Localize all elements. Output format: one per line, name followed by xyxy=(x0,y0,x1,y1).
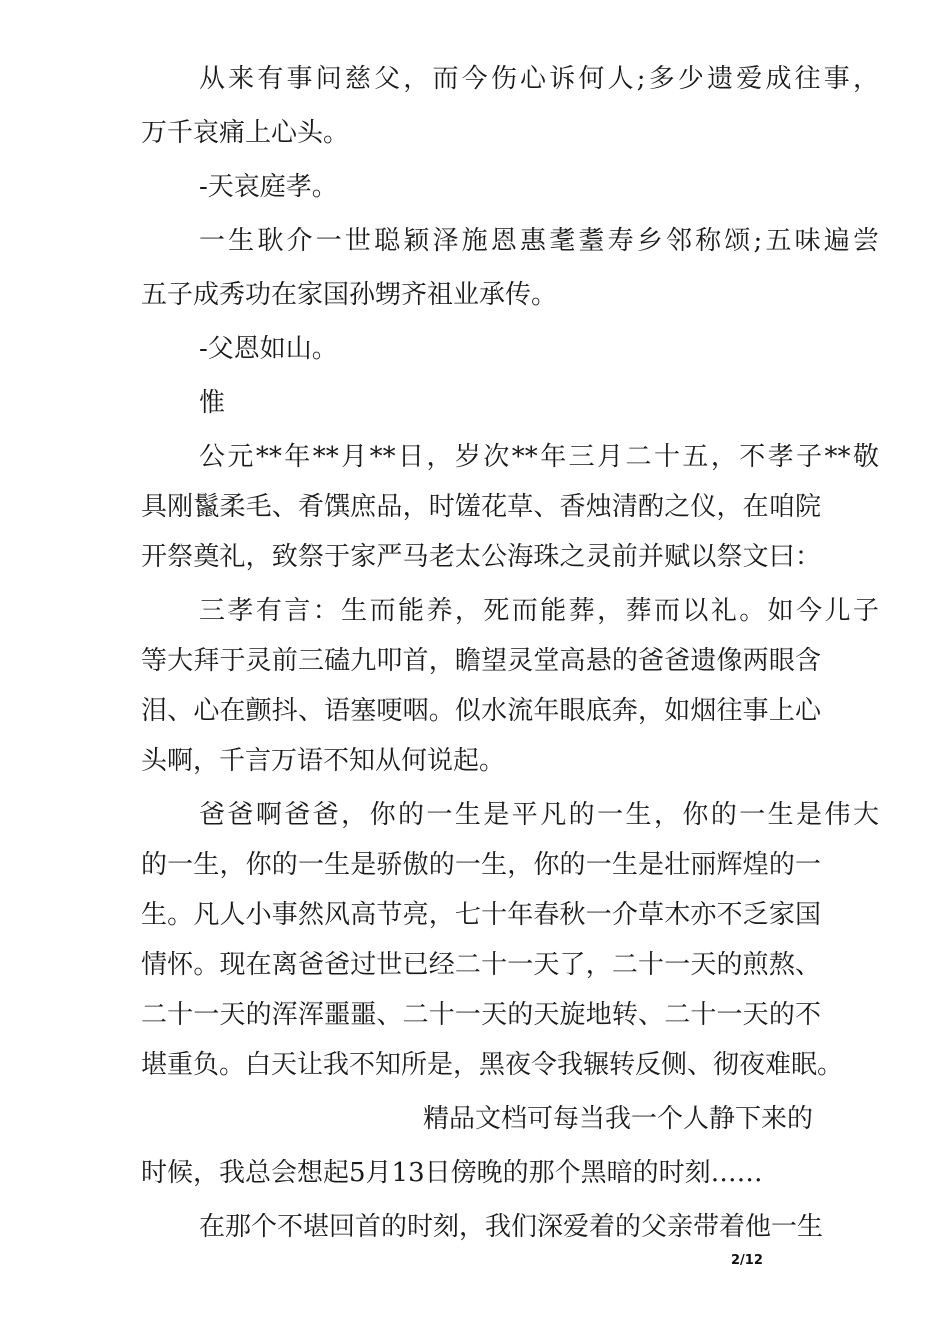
text-line-10: 开祭奠礼，致祭于家严马老太公海珠之灵前并赋以祭文曰： xyxy=(141,542,821,572)
text-line-9: 具刚鬣柔毛、肴馔庶品，时馐花草、香烛清酌之仪，在咱院 xyxy=(141,492,821,522)
text-line-5: 五子成秀功在家国孙甥齐祖业承传。 xyxy=(141,280,558,310)
text-line-11: 三孝有言：生而能养，死而能葬，葬而以礼。如今儿子 xyxy=(199,596,879,626)
document-body xyxy=(141,0,879,1252)
text-line-15: 爸爸啊爸爸，你的一生是平凡的一生，你的一生是伟大 xyxy=(199,800,879,830)
text-line-3: -天哀庭孝。 xyxy=(199,172,338,202)
text-line-2: 万千哀痛上心头。 xyxy=(141,118,350,148)
text-line-16: 的一生，你的一生是骄傲的一生，你的一生是壮丽辉煌的一 xyxy=(141,850,821,880)
text-line-17: 生。凡人小事然风高节亮，七十年春秋一介草木亦不乏家国 xyxy=(141,900,821,930)
text-line-13: 泪、心在颤抖、语塞哽咽。似水流年眼底奔，如烟往事上心 xyxy=(141,696,821,726)
text-line-23: 在那个不堪回首的时刻，我们深爱着的父亲带着他一生 xyxy=(199,1212,824,1242)
text-line-18: 情怀。现在离爸爸过世已经二十一天了，二十一天的煎熬、 xyxy=(141,950,821,980)
text-line-19: 二十一天的浑浑噩噩、二十一天的天旋地转、二十一天的不 xyxy=(141,1000,821,1030)
text-line-14: 头啊，千言万语不知从何说起。 xyxy=(141,746,506,776)
text-line-20: 堪重负。白天让我不知所是，黑夜令我辗转反侧、彻夜难眠。 xyxy=(141,1050,844,1080)
text-line-4: 一生耿介一世聪颖泽施恩惠耄耋寿乡邻称颂;五味遍尝 xyxy=(199,226,879,256)
text-line-8: 公元**年**月**日，岁次**年三月二十五，不孝子**敬 xyxy=(199,442,879,472)
text-line-1: 从来有事问慈父，而今伤心诉何人;多少遗爱成往事， xyxy=(199,64,879,94)
text-line-12: 等大拜于灵前三磕九叩首，瞻望灵堂高悬的爸爸遗像两眼含 xyxy=(141,646,821,676)
text-line-22: 时候，我总会想起5月13日傍晚的那个黑暗的时刻…… xyxy=(141,1158,763,1188)
text-line-7: 惟 xyxy=(199,388,226,418)
text-line-6: -父恩如山。 xyxy=(199,334,338,364)
text-line-21: 精品文档可每当我一个人静下来的 xyxy=(423,1104,814,1134)
page-number: 2/12 xyxy=(731,1253,763,1268)
